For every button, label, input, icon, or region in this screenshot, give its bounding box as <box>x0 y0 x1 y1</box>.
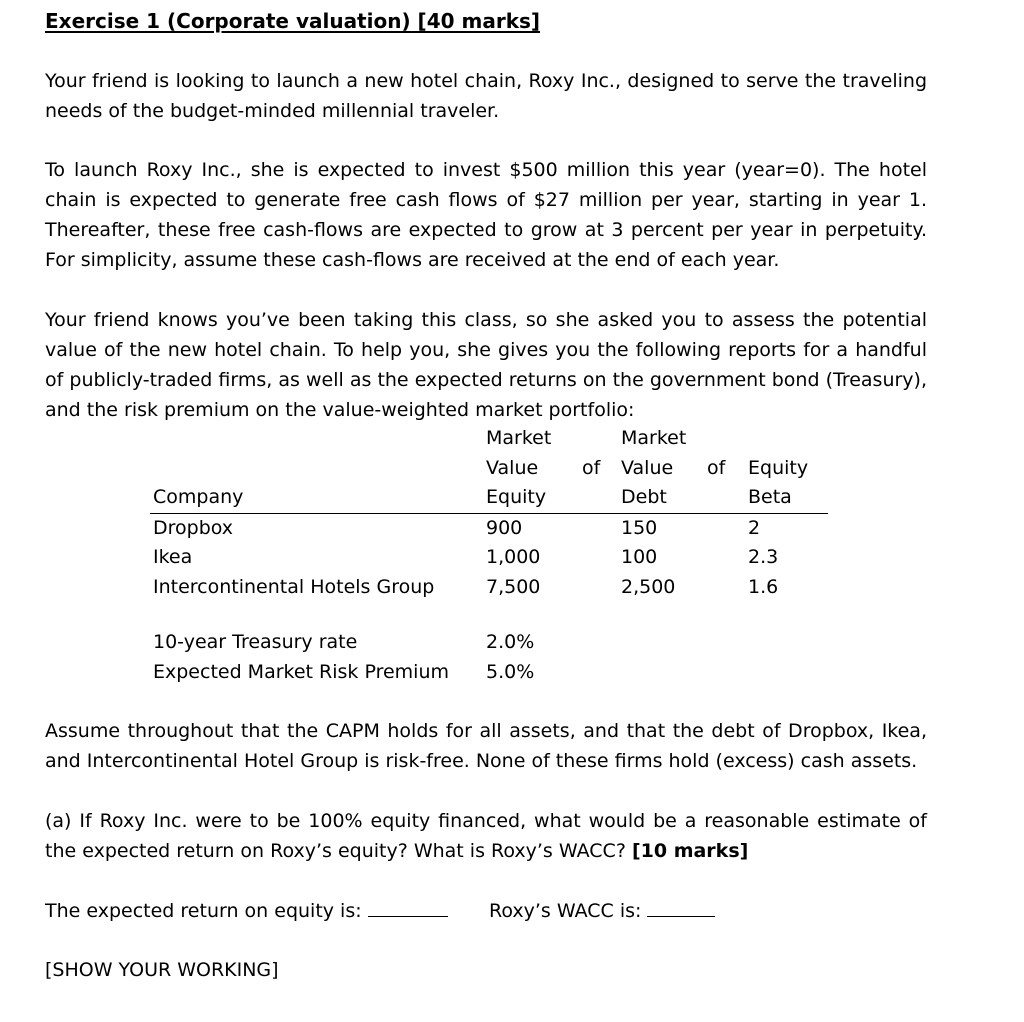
question-a-marks: [10 marks] <box>631 840 749 862</box>
treasury-rate-label: 10-year Treasury rate <box>153 631 358 653</box>
answer-equity-blank[interactable] <box>368 898 448 917</box>
header-mv-debt-line3: Debt <box>621 486 667 508</box>
table-row-mv-equity: 1,000 <box>486 546 541 568</box>
intro-paragraph: Your friend is looking to launch a new hotel chain, Roxy Inc., designed to serve the traveling needs of the budget-minded millennial traveler. <box>45 70 927 122</box>
header-mv-debt-of: of <box>707 457 726 479</box>
table-row-mv-equity: 7,500 <box>486 576 541 598</box>
request-paragraph: Your friend knows you’ve been taking this class, so she asked you to assess the potential value of the new hotel chain. To help you, she gives you the following reports for a handful of publicly-traded firms, as well as the expected returns on the government bond (Treasury), and the risk premium on the value-weighted market portfolio: <box>45 309 927 421</box>
header-mv-equity-of: of <box>582 457 601 479</box>
answer-equity-line <box>45 896 448 926</box>
question-a <box>45 806 927 866</box>
answer-wacc-blank[interactable] <box>647 898 715 917</box>
table-row-mv-debt: 150 <box>621 517 658 539</box>
treasury-rate-value: 2.0% <box>486 631 535 653</box>
answer-wacc-label: Roxy’s WACC is: <box>489 900 642 922</box>
question-a-text: (a) If Roxy Inc. were to be 100% equity financed, what would be a reasonable estimate of the expected return on Roxy’s equity? What is Roxy’s WACC? <box>45 810 927 862</box>
table-row-mv-equity: 900 <box>486 517 523 539</box>
table-row-company: Dropbox <box>153 517 234 539</box>
table-row-beta: 2 <box>748 517 761 539</box>
answer-equity-label: The expected return on equity is: <box>45 900 362 922</box>
investment-paragraph: To launch Roxy Inc., she is expected to invest $500 million this year (year=0). The hotel chain is expected to generate free cash flows of $27 million per year, starting in year 1. Thereafter, these free cash-flows are expected to grow at 3 percent per year in perpetuity. For simplicity, assume these cash-flows are received at the end of each year. <box>45 159 927 271</box>
table-row-mv-debt: 100 <box>621 546 658 568</box>
header-mv-debt-line2: Value <box>621 457 674 479</box>
market-risk-premium-label: Expected Market Risk Premium <box>153 661 450 683</box>
header-beta-line2: Beta <box>748 486 792 508</box>
answer-wacc-line <box>489 896 715 926</box>
market-risk-premium-value: 5.0% <box>486 661 535 683</box>
header-mv-equity-line3: Equity <box>486 486 547 508</box>
header-company: Company <box>153 486 244 508</box>
table-row-company: Ikea <box>153 546 193 568</box>
header-mv-equity-line2: Value <box>486 457 539 479</box>
assumptions-paragraph: Assume throughout that the CAPM holds for all assets, and that the debt of Dropbox, Ikea, and Intercontinental Hotel Group is risk-free. None of these firms hold (excess) cash assets. <box>45 720 927 772</box>
table-row-mv-debt: 2,500 <box>621 576 676 598</box>
table-row-beta: 2.3 <box>748 546 779 568</box>
header-beta-line1: Equity <box>748 457 809 479</box>
show-working-note: [SHOW YOUR WORKING] <box>45 959 279 981</box>
header-mv-equity-line1: Market <box>486 427 552 449</box>
table-row-beta: 1.6 <box>748 576 779 598</box>
exercise-heading: Exercise 1 (Corporate valuation) [40 marks] <box>45 9 541 33</box>
table-row-company: Intercontinental Hotels Group <box>153 576 435 598</box>
header-mv-debt-line1: Market <box>621 427 687 449</box>
